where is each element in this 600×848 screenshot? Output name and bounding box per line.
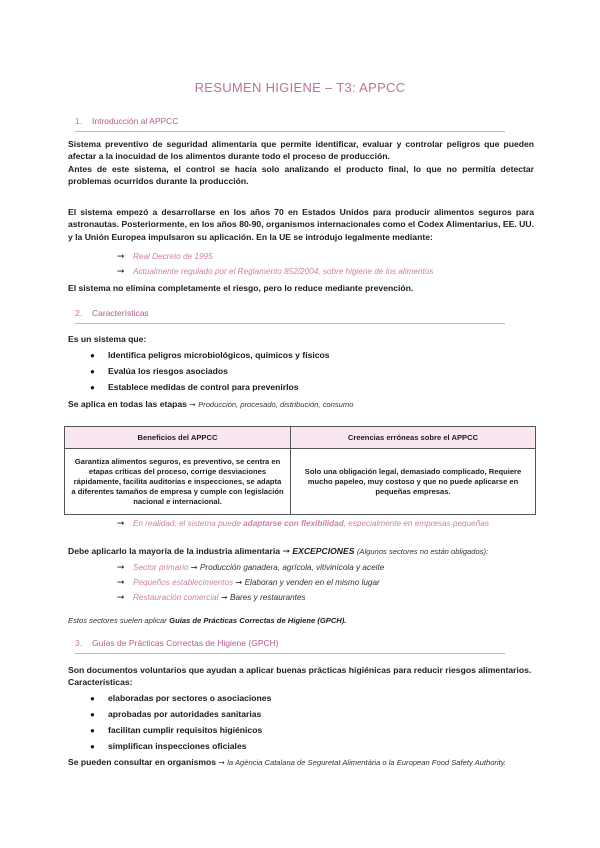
exception-item: ➞ Pequeños establecimientos ➞ Elaboran y venden en el mismo lugar <box>117 577 380 587</box>
gpch-bullet: ● aprobadas por autoridades sanitarias <box>90 709 262 719</box>
intro-paragraph-4: El sistema no elimina completamente el riesgo, pero lo reduce mediante prevención. <box>68 283 414 293</box>
arrow-icon: ➞ <box>117 592 125 602</box>
table-header-row <box>65 427 536 449</box>
section-heading-caracteristicas: 2. Características <box>75 308 505 324</box>
bullet-icon: ● <box>90 383 95 392</box>
flexibility-note: ➞ En realidad, el sistema puede adaptarse con flexibilidad, especialmente en empresas pequeñas <box>117 518 489 528</box>
gpch-bullet: ● simplifican inspecciones oficiales <box>90 741 247 751</box>
arrow-icon: ➞ <box>117 251 125 261</box>
intro-arrow-item: ➞ Actualmente regulado por el Reglamento 852/2004, sobre higiene de los alimentos <box>117 266 434 276</box>
caract-lead: Es un sistema que: <box>68 334 147 344</box>
intro-paragraph-1: Sistema preventivo de seguridad alimentaria que permite identificar, evaluar y controlar peligros que pueden afectar a la inocuidad de los alimentos durante todo el proceso de producción. <box>68 139 534 162</box>
arrow-icon: ➞ <box>220 593 228 602</box>
gpch-bullet: ● elaboradas por sectores o asociaciones <box>90 693 272 703</box>
arrow-icon: ➞ <box>117 518 125 528</box>
gpch-note: Estos sectores suelen aplicar Guías de Prácticas Correctas de Higiene (GPCH). <box>68 616 347 625</box>
intro-arrow-item: ➞ Real Decreto de 1995 <box>117 251 213 261</box>
exception-item: ➞ Restauración comercial ➞ Bares y restaurantes <box>117 592 306 602</box>
caract-etapas: Se aplica en todas las etapas ➞ Producción, procesado, distribución, consumo <box>68 399 354 409</box>
intro-paragraph-3: El sistema empezó a desarrollarse en los años 70 en Estados Unidos para producir alimentos seguros para astronautas. Posteriormente, en los años 80-90, organismos internacionales como el Codex Alimentarius, EE. UU. y la Unión Europea impulsaron su aplicación. En la UE se introdujo legalmente mediante: <box>68 207 534 242</box>
table-row <box>65 449 536 515</box>
bullet-icon: ● <box>90 367 95 376</box>
document-title: RESUMEN HIGIENE – T3: APPCC <box>194 80 406 95</box>
industry-exceptions-line: Debe aplicarlo la mayoría de la industria alimentaria ➞ EXCEPCIONES (Algunos sectores no están obligados): <box>68 546 489 556</box>
section-heading-gpch: 3. Guías de Prácticas Correctas de Higiene (GPCH) <box>75 638 505 654</box>
section-heading-intro: 1. Introducción al APPCC <box>75 116 505 132</box>
arrow-icon: ➞ <box>218 758 225 767</box>
table-cell-beneficios: Garantiza alimentos seguros, es preventivo, se centra en etapas críticas del proceso, corrige desviaciones rápidamente, facilita auditorías e inspecciones, se adapta a diferentes tamaños de empresa y cumple con legislación nacional e internacional. <box>65 449 291 515</box>
table-header-beneficios: Beneficios del APPCC <box>65 427 291 449</box>
table-header-creencias: Creencias erróneas sobre el APPCC <box>291 427 536 449</box>
arrow-icon: ➞ <box>117 266 125 276</box>
caract-bullet: ● Evalúa los riesgos asociados <box>90 366 228 376</box>
arrow-icon: ➞ <box>190 563 198 572</box>
bullet-icon: ● <box>90 742 95 751</box>
arrow-icon: ➞ <box>282 546 290 556</box>
exception-item: ➞ Sector primario ➞ Producción ganadera, agrícola, vitivinícola y aceite <box>117 562 385 572</box>
arrow-icon: ➞ <box>189 400 196 409</box>
caract-bullet: ● Establece medidas de control para prevenirlos <box>90 382 299 392</box>
arrow-icon: ➞ <box>117 577 125 587</box>
bullet-icon: ● <box>90 710 95 719</box>
caract-bullet: ● Identifica peligros microbiológicos, químicos y físicos <box>90 350 330 360</box>
gpch-consult-line: Se pueden consultar en organismos ➞ la Agència Catalana de Seguretat Alimentària o la European Food Safety Authority. <box>68 757 507 767</box>
intro-paragraph-2: Antes de este sistema, el control se hacía solo analizando el producto final, lo que no permitía detectar problemas ocurridos durante la producción. <box>68 164 534 187</box>
arrow-icon: ➞ <box>117 562 125 572</box>
gpch-bullet: ● facilitan cumplir requisitos higiénicos <box>90 725 263 735</box>
bullet-icon: ● <box>90 726 95 735</box>
appcc-comparison-table <box>64 426 536 515</box>
gpch-paragraph: Son documentos voluntarios que ayudan a aplicar buenas prácticas higiénicas para reducir riesgos alimentarios. Características: <box>68 665 532 688</box>
bullet-icon: ● <box>90 694 95 703</box>
arrow-icon: ➞ <box>235 578 243 587</box>
table-cell-creencias: Solo una obligación legal, demasiado complicado, Requiere mucho papeleo, muy costoso y que no puede aplicarse en pequeñas empresas. <box>291 449 536 515</box>
bullet-icon: ● <box>90 351 95 360</box>
